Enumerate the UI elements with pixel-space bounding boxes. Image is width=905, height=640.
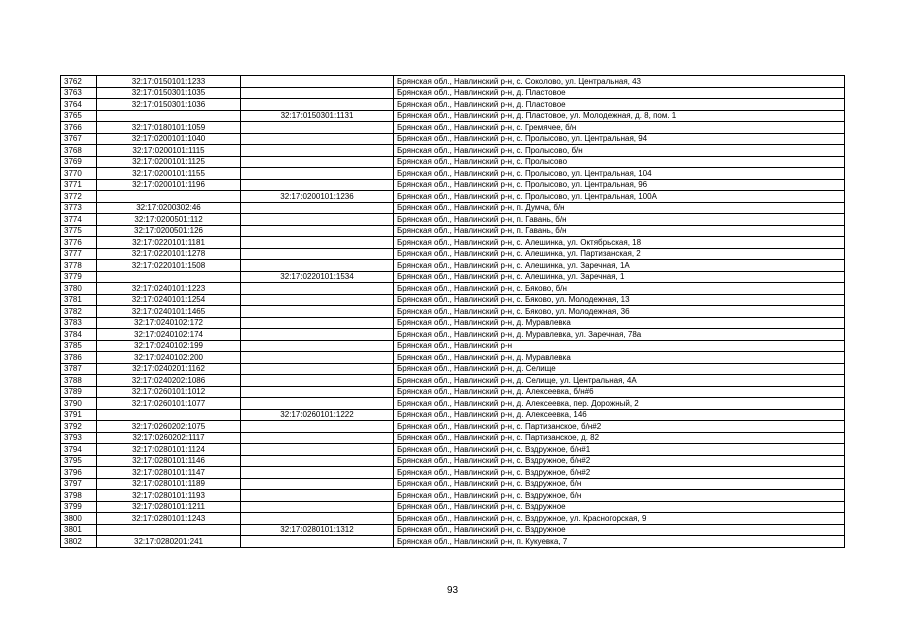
- address-cell: Брянская обл., Навлинский р-н, с. Партизанское, б/н#2: [394, 421, 845, 433]
- row-number-cell: 3771: [61, 179, 97, 191]
- table-row: [61, 329, 845, 341]
- registry-table: [60, 75, 845, 548]
- row-number-cell: 3776: [61, 237, 97, 249]
- table-row: [61, 467, 845, 479]
- table-row: [61, 340, 845, 352]
- address-cell: Брянская обл., Навлинский р-н, с. Вздружное, б/н#1: [394, 444, 845, 456]
- table-row: [61, 168, 845, 180]
- page-number: 93: [446, 585, 459, 596]
- cadastral-number-cell: 32:17:0280101:1124: [97, 444, 241, 456]
- address-cell: Брянская обл., Навлинский р-н, с. Пролысово, ул. Центральная, 96: [394, 179, 845, 191]
- address-cell: Брянская обл., Навлинский р-н, д. Алексеевка, пер. Дорожный, 2: [394, 398, 845, 410]
- address-cell: Брянская обл., Навлинский р-н, п. Думча, б/н: [394, 202, 845, 214]
- cadastral-number-cell: 32:17:0280201:241: [97, 536, 241, 548]
- cadastral-number-cell: [97, 191, 241, 203]
- address-cell: Брянская обл., Навлинский р-н, с. Пролысово, б/н: [394, 145, 845, 157]
- table-row: [61, 122, 845, 134]
- table-row: [61, 99, 845, 111]
- address-cell: Брянская обл., Навлинский р-н, с. Вздружное, ул. Красногорская, 9: [394, 513, 845, 525]
- cadastral-number-secondary-cell: [241, 145, 394, 157]
- table-row: [61, 225, 845, 237]
- row-number-cell: 3783: [61, 317, 97, 329]
- cadastral-number-cell: 32:17:0200501:112: [97, 214, 241, 226]
- address-cell: Брянская обл., Навлинский р-н, д. Селище, ул. Центральная, 4А: [394, 375, 845, 387]
- table-row: [61, 191, 845, 203]
- cadastral-number-cell: 32:17:0180101:1059: [97, 122, 241, 134]
- table-row: [61, 156, 845, 168]
- table-row: [61, 513, 845, 525]
- cadastral-number-secondary-cell: [241, 444, 394, 456]
- row-number-cell: 3767: [61, 133, 97, 145]
- row-number-cell: 3772: [61, 191, 97, 203]
- address-cell: Брянская обл., Навлинский р-н, с. Алешинка, ул. Октябрьская, 18: [394, 237, 845, 249]
- table-row: [61, 444, 845, 456]
- address-cell: Брянская обл., Навлинский р-н, с. Пролысово: [394, 156, 845, 168]
- row-number-cell: 3796: [61, 467, 97, 479]
- cadastral-number-secondary-cell: [241, 352, 394, 364]
- cadastral-number-secondary-cell: [241, 214, 394, 226]
- row-number-cell: 3764: [61, 99, 97, 111]
- row-number-cell: 3787: [61, 363, 97, 375]
- address-cell: Брянская обл., Навлинский р-н, с. Гремячее, б/н: [394, 122, 845, 134]
- address-cell: Брянская обл., Навлинский р-н, д. Селище: [394, 363, 845, 375]
- table-row: [61, 363, 845, 375]
- address-cell: Брянская обл., Навлинский р-н, с. Вздружное: [394, 501, 845, 513]
- address-cell: Брянская обл., Навлинский р-н, с. Вздружное: [394, 524, 845, 536]
- row-number-cell: 3792: [61, 421, 97, 433]
- row-number-cell: 3781: [61, 294, 97, 306]
- address-cell: Брянская обл., Навлинский р-н, с. Алешинка, ул. Заречная, 1: [394, 271, 845, 283]
- row-number-cell: 3797: [61, 478, 97, 490]
- cadastral-number-secondary-cell: [241, 501, 394, 513]
- cadastral-number-secondary-cell: [241, 467, 394, 479]
- table-row: [61, 202, 845, 214]
- address-cell: Брянская обл., Навлинский р-н, с. Вздружное, б/н: [394, 478, 845, 490]
- cadastral-number-secondary-cell: [241, 363, 394, 375]
- row-number-cell: 3785: [61, 340, 97, 352]
- cadastral-number-cell: 32:17:0240202:1086: [97, 375, 241, 387]
- cadastral-number-secondary-cell: [241, 317, 394, 329]
- address-cell: Брянская обл., Навлинский р-н, с. Бяково, ул. Молодежная, 13: [394, 294, 845, 306]
- row-number-cell: 3801: [61, 524, 97, 536]
- cadastral-number-cell: 32:17:0260202:1075: [97, 421, 241, 433]
- table-row: [61, 283, 845, 295]
- cadastral-number-secondary-cell: 32:17:0150301:1131: [241, 110, 394, 122]
- cadastral-number-cell: 32:17:0260202:1117: [97, 432, 241, 444]
- address-cell: Брянская обл., Навлинский р-н, д. Алексеевка, б/н#6: [394, 386, 845, 398]
- cadastral-number-cell: 32:17:0220101:1508: [97, 260, 241, 272]
- row-number-cell: 3762: [61, 76, 97, 88]
- cadastral-number-cell: [97, 524, 241, 536]
- row-number-cell: 3770: [61, 168, 97, 180]
- table-row: [61, 248, 845, 260]
- cadastral-number-cell: 32:17:0240101:1223: [97, 283, 241, 295]
- table-row: [61, 432, 845, 444]
- row-number-cell: 3773: [61, 202, 97, 214]
- cadastral-number-cell: 32:17:0200302:46: [97, 202, 241, 214]
- row-number-cell: 3794: [61, 444, 97, 456]
- row-number-cell: 3800: [61, 513, 97, 525]
- table-row: [61, 76, 845, 88]
- table-row: [61, 536, 845, 548]
- cadastral-number-secondary-cell: [241, 490, 394, 502]
- cadastral-number-secondary-cell: [241, 375, 394, 387]
- cadastral-number-cell: 32:17:0280101:1243: [97, 513, 241, 525]
- cadastral-number-secondary-cell: [241, 202, 394, 214]
- cadastral-number-secondary-cell: [241, 283, 394, 295]
- cadastral-number-secondary-cell: [241, 179, 394, 191]
- cadastral-number-cell: 32:17:0280101:1146: [97, 455, 241, 467]
- table-row: [61, 398, 845, 410]
- table-row: [61, 133, 845, 145]
- table-row: [61, 386, 845, 398]
- cadastral-number-cell: 32:17:0240102:199: [97, 340, 241, 352]
- cadastral-number-secondary-cell: [241, 225, 394, 237]
- cadastral-number-secondary-cell: [241, 478, 394, 490]
- row-number-cell: 3778: [61, 260, 97, 272]
- table-row: [61, 237, 845, 249]
- cadastral-number-cell: 32:17:0150301:1035: [97, 87, 241, 99]
- cadastral-number-cell: 32:17:0200101:1125: [97, 156, 241, 168]
- address-cell: Брянская обл., Навлинский р-н, с. Соколово, ул. Центральная, 43: [394, 76, 845, 88]
- row-number-cell: 3779: [61, 271, 97, 283]
- cadastral-number-secondary-cell: [241, 99, 394, 111]
- table-row: [61, 524, 845, 536]
- cadastral-number-cell: 32:17:0280101:1189: [97, 478, 241, 490]
- row-number-cell: 3769: [61, 156, 97, 168]
- address-cell: Брянская обл., Навлинский р-н, п. Кукуевка, 7: [394, 536, 845, 548]
- address-cell: Брянская обл., Навлинский р-н, с. Алешинка, ул. Партизанская, 2: [394, 248, 845, 260]
- table-row: [61, 260, 845, 272]
- registry-table-body: [61, 76, 845, 548]
- row-number-cell: 3784: [61, 329, 97, 341]
- table-row: [61, 501, 845, 513]
- cadastral-number-secondary-cell: [241, 248, 394, 260]
- address-cell: Брянская обл., Навлинский р-н, с. Бяково, б/н: [394, 283, 845, 295]
- cadastral-number-cell: 32:17:0280101:1211: [97, 501, 241, 513]
- cadastral-number-secondary-cell: [241, 133, 394, 145]
- cadastral-number-secondary-cell: [241, 432, 394, 444]
- address-cell: Брянская обл., Навлинский р-н, п. Гавань, б/н: [394, 225, 845, 237]
- table-row: [61, 478, 845, 490]
- row-number-cell: 3799: [61, 501, 97, 513]
- table-row: [61, 455, 845, 467]
- row-number-cell: 3782: [61, 306, 97, 318]
- address-cell: Брянская обл., Навлинский р-н, д. Пластовое, ул. Молодежная, д. 8, пом. 1: [394, 110, 845, 122]
- cadastral-number-cell: 32:17:0280101:1147: [97, 467, 241, 479]
- cadastral-number-cell: 32:17:0260101:1012: [97, 386, 241, 398]
- row-number-cell: 3795: [61, 455, 97, 467]
- cadastral-number-secondary-cell: [241, 340, 394, 352]
- cadastral-number-cell: [97, 409, 241, 421]
- cadastral-number-secondary-cell: [241, 398, 394, 410]
- row-number-cell: 3768: [61, 145, 97, 157]
- row-number-cell: 3766: [61, 122, 97, 134]
- table-row: [61, 375, 845, 387]
- cadastral-number-secondary-cell: [241, 455, 394, 467]
- cadastral-number-cell: 32:17:0280101:1193: [97, 490, 241, 502]
- cadastral-number-cell: 32:17:0260101:1077: [97, 398, 241, 410]
- cadastral-number-secondary-cell: 32:17:0200101:1236: [241, 191, 394, 203]
- cadastral-number-cell: 32:17:0150301:1036: [97, 99, 241, 111]
- address-cell: Брянская обл., Навлинский р-н, с. Алешинка, ул. Заречная, 1А: [394, 260, 845, 272]
- table-row: [61, 421, 845, 433]
- cadastral-number-secondary-cell: [241, 168, 394, 180]
- address-cell: Брянская обл., Навлинский р-н, с. Вздружное, б/н#2: [394, 467, 845, 479]
- address-cell: Брянская обл., Навлинский р-н, д. Муравлевка, ул. Заречная, 78а: [394, 329, 845, 341]
- cadastral-number-cell: 32:17:0150101:1233: [97, 76, 241, 88]
- address-cell: Брянская обл., Навлинский р-н, д. Алексеевка, 146: [394, 409, 845, 421]
- cadastral-number-cell: 32:17:0200101:1196: [97, 179, 241, 191]
- cadastral-number-secondary-cell: [241, 260, 394, 272]
- row-number-cell: 3786: [61, 352, 97, 364]
- cadastral-number-cell: [97, 271, 241, 283]
- address-cell: Брянская обл., Навлинский р-н, с. Пролысово, ул. Центральная, 104: [394, 168, 845, 180]
- cadastral-number-secondary-cell: [241, 306, 394, 318]
- cadastral-number-secondary-cell: [241, 294, 394, 306]
- row-number-cell: 3774: [61, 214, 97, 226]
- table-row: [61, 490, 845, 502]
- cadastral-number-secondary-cell: [241, 87, 394, 99]
- row-number-cell: 3780: [61, 283, 97, 295]
- address-cell: Брянская обл., Навлинский р-н, с. Вздружное, б/н: [394, 490, 845, 502]
- cadastral-number-secondary-cell: 32:17:0220101:1534: [241, 271, 394, 283]
- row-number-cell: 3793: [61, 432, 97, 444]
- table-row: [61, 352, 845, 364]
- table-row: [61, 306, 845, 318]
- row-number-cell: 3791: [61, 409, 97, 421]
- row-number-cell: 3777: [61, 248, 97, 260]
- row-number-cell: 3765: [61, 110, 97, 122]
- table-row: [61, 409, 845, 421]
- address-cell: Брянская обл., Навлинский р-н, д. Муравлевка: [394, 317, 845, 329]
- cadastral-number-cell: 32:17:0200101:1040: [97, 133, 241, 145]
- cadastral-number-cell: 32:17:0240201:1162: [97, 363, 241, 375]
- address-cell: Брянская обл., Навлинский р-н, с. Пролысово, ул. Центральная, 100А: [394, 191, 845, 203]
- cadastral-number-cell: 32:17:0200501:126: [97, 225, 241, 237]
- cadastral-number-secondary-cell: [241, 122, 394, 134]
- table-row: [61, 110, 845, 122]
- address-cell: Брянская обл., Навлинский р-н, д. Пластовое: [394, 87, 845, 99]
- row-number-cell: 3775: [61, 225, 97, 237]
- table-row: [61, 294, 845, 306]
- cadastral-number-secondary-cell: [241, 156, 394, 168]
- cadastral-number-cell: 32:17:0240101:1254: [97, 294, 241, 306]
- cadastral-number-cell: [97, 110, 241, 122]
- table-row: [61, 317, 845, 329]
- address-cell: Брянская обл., Навлинский р-н, с. Вздружное, б/н#2: [394, 455, 845, 467]
- address-cell: Брянская обл., Навлинский р-н, д. Муравлевка: [394, 352, 845, 364]
- cadastral-number-cell: 32:17:0200101:1115: [97, 145, 241, 157]
- row-number-cell: 3790: [61, 398, 97, 410]
- row-number-cell: 3763: [61, 87, 97, 99]
- cadastral-number-cell: 32:17:0240102:200: [97, 352, 241, 364]
- cadastral-number-cell: 32:17:0220101:1181: [97, 237, 241, 249]
- address-cell: Брянская обл., Навлинский р-н, д. Пластовое: [394, 99, 845, 111]
- cadastral-number-secondary-cell: 32:17:0280101:1312: [241, 524, 394, 536]
- address-cell: Брянская обл., Навлинский р-н, с. Бяково, ул. Молодежная, 36: [394, 306, 845, 318]
- cadastral-number-secondary-cell: [241, 536, 394, 548]
- cadastral-number-secondary-cell: 32:17:0260101:1222: [241, 409, 394, 421]
- address-cell: Брянская обл., Навлинский р-н: [394, 340, 845, 352]
- address-cell: Брянская обл., Навлинский р-н, п. Гавань, б/н: [394, 214, 845, 226]
- cadastral-number-cell: 32:17:0240102:174: [97, 329, 241, 341]
- cadastral-number-cell: 32:17:0220101:1278: [97, 248, 241, 260]
- row-number-cell: 3788: [61, 375, 97, 387]
- address-cell: Брянская обл., Навлинский р-н, с. Пролысово, ул. Центральная, 94: [394, 133, 845, 145]
- table-row: [61, 87, 845, 99]
- address-cell: Брянская обл., Навлинский р-н, с. Партизанское, д. 82: [394, 432, 845, 444]
- table-row: [61, 179, 845, 191]
- table-row: [61, 271, 845, 283]
- cadastral-number-secondary-cell: [241, 329, 394, 341]
- cadastral-number-cell: 32:17:0240101:1465: [97, 306, 241, 318]
- row-number-cell: 3789: [61, 386, 97, 398]
- cadastral-number-secondary-cell: [241, 421, 394, 433]
- cadastral-number-cell: 32:17:0200101:1155: [97, 168, 241, 180]
- table-row: [61, 214, 845, 226]
- cadastral-number-secondary-cell: [241, 386, 394, 398]
- cadastral-number-secondary-cell: [241, 513, 394, 525]
- table-row: [61, 145, 845, 157]
- row-number-cell: 3802: [61, 536, 97, 548]
- cadastral-number-cell: 32:17:0240102:172: [97, 317, 241, 329]
- row-number-cell: 3798: [61, 490, 97, 502]
- cadastral-number-secondary-cell: [241, 237, 394, 249]
- cadastral-number-secondary-cell: [241, 76, 394, 88]
